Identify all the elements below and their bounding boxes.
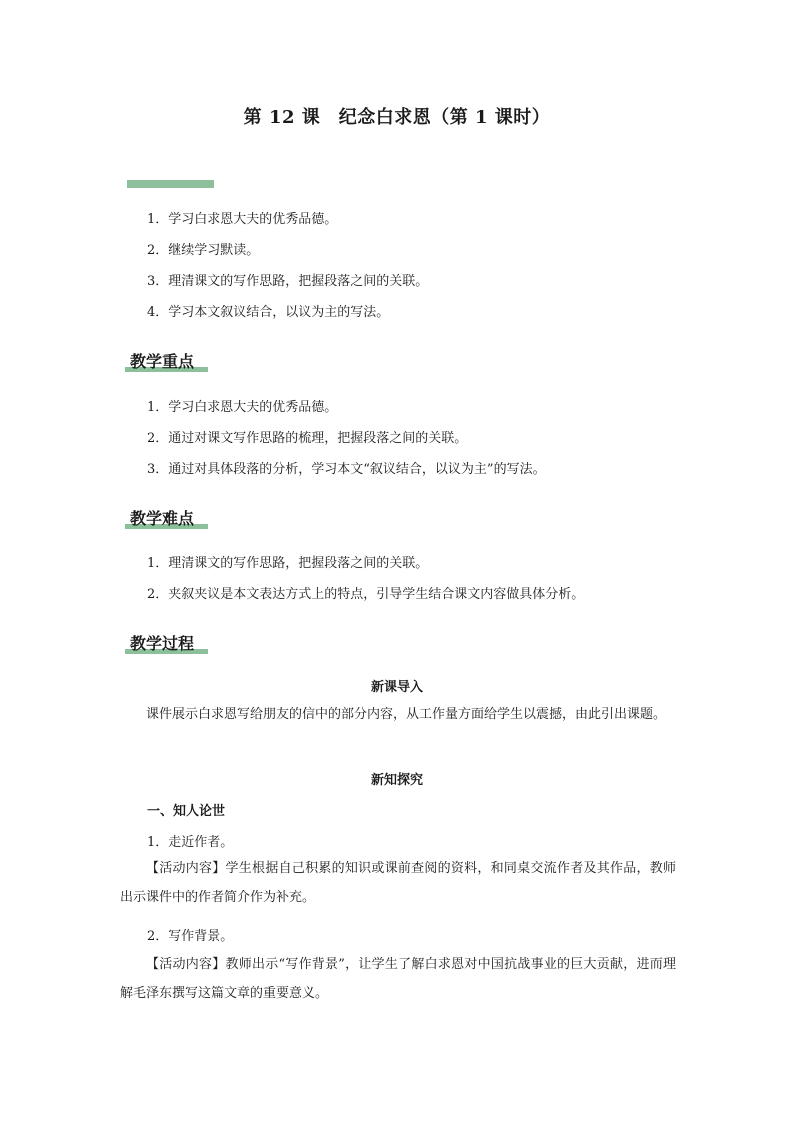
difficulty-item: 1．理清课文的写作思路，把握段落之间的关联。 bbox=[147, 556, 429, 571]
activity-tag: 【活动内容】 bbox=[146, 957, 226, 972]
explore-subheading: 新知探究 bbox=[370, 773, 423, 788]
intro-paragraph: 课件展示白求恩写给朋友的信中的部分内容，从工作量方面给学生以震撼，由此引出课题。 bbox=[146, 707, 667, 722]
activity-paragraph bbox=[120, 854, 676, 912]
step-item: 2．写作背景。 bbox=[147, 929, 234, 944]
difficulties-heading: 教学难点 bbox=[130, 509, 195, 528]
intro-subheading: 新课导入 bbox=[370, 680, 423, 695]
difficulty-item: 2．夹叙夹议是本文表达方式上的特点，引导学生结合课文内容做具体分析。 bbox=[147, 587, 585, 602]
key-point-item: 1．学习白求恩大夫的优秀品德。 bbox=[147, 400, 338, 415]
objective-item: 1．学习白求恩大夫的优秀品德。 bbox=[147, 212, 338, 227]
activity-paragraph bbox=[120, 950, 676, 1008]
objectives-heading-bar bbox=[127, 180, 214, 188]
section-title: 一、知人论世 bbox=[147, 804, 226, 819]
objective-item: 2．继续学习默读。 bbox=[147, 243, 260, 258]
lesson-title: 第 12 课 纪念白求恩（第 1 课时） bbox=[243, 107, 551, 128]
objective-item: 3．理清课文的写作思路，把握段落之间的关联。 bbox=[147, 274, 429, 289]
step-item: 1．走近作者。 bbox=[147, 835, 234, 850]
process-heading: 教学过程 bbox=[130, 634, 195, 653]
key-point-item: 3．通过对具体段落的分析，学习本文“叙议结合，以议为主”的写法。 bbox=[147, 462, 546, 477]
objective-item: 4．学习本文叙议结合，以议为主的写法。 bbox=[147, 305, 390, 320]
activity-text: 学生根据自己积累的知识或课前查阅的资料，和同桌交流作者及其作品，教师出示课件中的作者简介作为补充。 bbox=[120, 861, 676, 905]
key-point-item: 2．通过对课文写作思路的梳理，把握段落之间的关联。 bbox=[147, 431, 468, 446]
key-points-heading: 教学重点 bbox=[130, 352, 195, 371]
activity-text: 教师出示“写作背景”，让学生了解白求恩对中国抗战事业的巨大贡献，进而理解毛泽东撰写这篇文章的重要意义。 bbox=[120, 957, 676, 1001]
activity-tag: 【活动内容】 bbox=[146, 861, 226, 876]
